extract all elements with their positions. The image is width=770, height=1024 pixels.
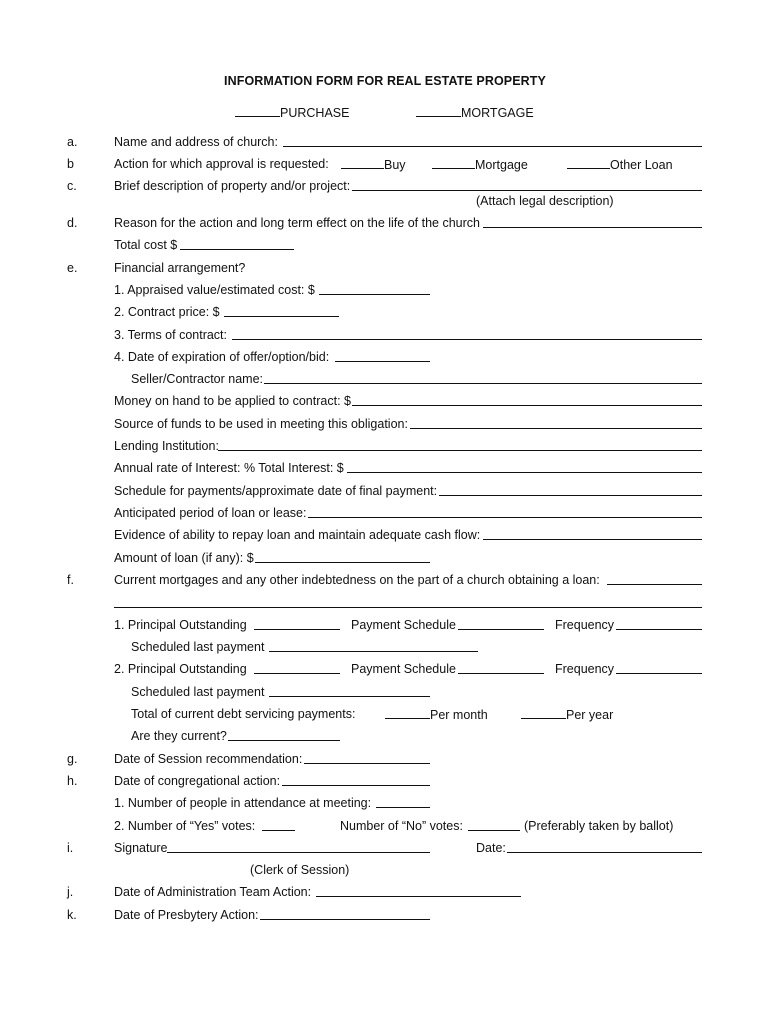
appraised-label: 1. Appraised value/estimated cost: $ [114, 283, 315, 297]
section-letter: g. [67, 752, 78, 766]
financial-label: Financial arrangement? [114, 261, 246, 275]
period-label: Anticipated period of loan or lease: [114, 506, 307, 520]
principal-1-row [114, 617, 714, 635]
congregational-label: Date of congregational action: [114, 774, 281, 788]
per-month-blank[interactable] [385, 706, 430, 719]
frequency-1-label: Frequency [555, 618, 615, 632]
money-row [114, 393, 714, 411]
attendance-label: 1. Number of people in attendance at meeting: [114, 796, 372, 810]
section-letter: f. [67, 573, 74, 587]
appraised-row [114, 282, 444, 300]
section-g [0, 751, 460, 769]
schedule-row [114, 483, 714, 501]
section-letter: c. [67, 179, 77, 193]
seller-row [131, 371, 711, 389]
evidence-field[interactable] [483, 527, 702, 540]
purchase-blank[interactable] [235, 104, 280, 117]
principal-2-label: 2. Principal Outstanding [114, 662, 247, 676]
lending-field[interactable] [218, 438, 702, 451]
frequency-1-field[interactable] [616, 617, 702, 630]
signature-field[interactable] [167, 840, 430, 853]
mortgage-blank[interactable] [416, 104, 461, 117]
yes-votes-field[interactable] [262, 818, 295, 831]
section-i [0, 840, 770, 858]
section-letter: i. [67, 841, 74, 855]
section-letter: k. [67, 908, 77, 922]
description-field[interactable] [352, 178, 702, 191]
per-year-label: Per year [566, 708, 614, 722]
evidence-label: Evidence of ability to repay loan and maintain adequate cash flow: [114, 528, 481, 542]
source-field[interactable] [410, 416, 702, 429]
expiration-label: 4. Date of expiration of offer/option/bid: [114, 350, 330, 364]
payment-schedule-1-field[interactable] [458, 617, 544, 630]
clerk-note: (Clerk of Session) [250, 863, 350, 877]
name-address-label: Name and address of church: [114, 135, 278, 149]
section-k [0, 907, 460, 925]
name-address-field[interactable] [283, 134, 702, 147]
header-options-row [0, 104, 770, 122]
no-votes-field[interactable] [468, 818, 520, 831]
section-letter: d. [67, 216, 78, 230]
session-field[interactable] [304, 751, 430, 764]
contract-price-label: 2. Contract price: $ [114, 305, 220, 319]
total-debt-row [131, 706, 651, 724]
source-row [114, 416, 714, 434]
section-c [0, 178, 770, 196]
purchase-label: PURCHASE [280, 106, 350, 120]
section-letter: j. [67, 885, 74, 899]
session-label: Date of Session recommendation: [114, 752, 303, 766]
principal-2-field[interactable] [254, 661, 340, 674]
section-letter: h. [67, 774, 78, 788]
current-label: Are they current? [131, 729, 227, 743]
principal-1-field[interactable] [254, 617, 340, 630]
annual-row [114, 460, 714, 478]
seller-label: Seller/Contractor name: [131, 372, 264, 386]
payment-schedule-2-label: Payment Schedule [351, 662, 456, 676]
lending-label: Lending Institution: [114, 439, 219, 453]
current-field[interactable] [228, 728, 340, 741]
principal-2-row [114, 661, 714, 679]
lending-row [114, 438, 714, 456]
section-b [0, 156, 770, 174]
expiration-row [114, 349, 444, 367]
votes-row [114, 818, 714, 836]
amount-row [114, 550, 444, 568]
period-row [114, 505, 714, 523]
scheduled-last-2-row [131, 684, 451, 702]
attendance-field[interactable] [376, 795, 430, 808]
action-label: Action for which approval is requested: [114, 157, 329, 171]
scheduled-last-1-field[interactable] [269, 639, 478, 652]
contract-price-field[interactable] [224, 304, 339, 317]
presbytery-field[interactable] [260, 907, 430, 920]
reason-field[interactable] [483, 215, 702, 228]
mortgage-option-blank[interactable] [432, 156, 475, 169]
frequency-2-label: Frequency [555, 662, 615, 676]
section-d [0, 215, 770, 233]
terms-field[interactable] [232, 327, 702, 340]
amount-field[interactable] [255, 550, 430, 563]
expiration-field[interactable] [335, 349, 430, 362]
section-letter: b [67, 157, 74, 171]
amount-label: Amount of loan (if any): $ [114, 551, 254, 565]
section-f [0, 572, 770, 590]
period-field[interactable] [308, 505, 702, 518]
schedule-field[interactable] [439, 483, 702, 496]
contract-price-row [114, 304, 374, 322]
congregational-field[interactable] [282, 773, 430, 786]
ballot-note: (Preferably taken by ballot) [524, 819, 674, 833]
payment-schedule-1-label: Payment Schedule [351, 618, 456, 632]
per-month-label: Per month [430, 708, 488, 722]
total-cost-label: Total cost $ [114, 238, 178, 252]
buy-label: Buy [384, 158, 406, 172]
appraised-field[interactable] [319, 282, 430, 295]
indebtedness-field-line2[interactable] [114, 595, 702, 608]
money-label: Money on hand to be applied to contract: $ [114, 394, 351, 408]
annual-label: Annual rate of Interest: % Total Interest: $ [114, 461, 344, 475]
indebtedness-field[interactable] [607, 572, 702, 585]
no-votes-label: Number of “No” votes: [340, 819, 463, 833]
frequency-2-field[interactable] [616, 661, 702, 674]
other-loan-blank[interactable] [567, 156, 610, 169]
section-letter: e. [67, 261, 78, 275]
form-title: INFORMATION FORM FOR REAL ESTATE PROPERTY [224, 74, 546, 88]
date-label: Date: [476, 841, 506, 855]
section-a [0, 134, 770, 152]
seller-field[interactable] [264, 371, 702, 384]
yes-votes-label: 2. Number of “Yes” votes: [114, 819, 256, 833]
scheduled-last-1-label: Scheduled last payment [131, 640, 265, 654]
annual-field[interactable] [347, 460, 702, 473]
total-cost-row [114, 237, 314, 255]
schedule-label: Schedule for payments/approximate date of final payment: [114, 484, 438, 498]
scheduled-last-2-field[interactable] [269, 684, 430, 697]
buy-blank[interactable] [341, 156, 384, 169]
attach-legal-note: (Attach legal description) [476, 194, 614, 208]
signature-label: Signature [114, 841, 168, 855]
source-label: Source of funds to be used in meeting this obligation: [114, 417, 408, 431]
section-e [0, 260, 770, 278]
section-letter: a. [67, 135, 78, 149]
current-row [131, 728, 361, 746]
terms-label: 3. Terms of contract: [114, 328, 228, 342]
presbytery-label: Date of Presbytery Action: [114, 908, 259, 922]
attendance-row [114, 795, 444, 813]
indebtedness-label: Current mortgages and any other indebtedness on the part of a church obtaining a loan: [114, 573, 600, 587]
payment-schedule-2-field[interactable] [458, 661, 544, 674]
admin-team-field[interactable] [316, 884, 521, 897]
mortgage-option-label: Mortgage [475, 158, 528, 172]
terms-row [114, 327, 714, 345]
other-loan-label: Other Loan [610, 158, 673, 172]
reason-label: Reason for the action and long term effect on the life of the church [114, 216, 480, 230]
per-year-blank[interactable] [521, 706, 566, 719]
total-cost-field[interactable] [180, 237, 294, 250]
description-label: Brief description of property and/or project: [114, 179, 351, 193]
mortgage-label: MORTGAGE [461, 106, 534, 120]
money-field[interactable] [352, 393, 702, 406]
principal-1-label: 1. Principal Outstanding [114, 618, 247, 632]
section-j [0, 884, 560, 902]
evidence-row [114, 527, 714, 545]
scheduled-last-1-row [131, 639, 491, 657]
section-h [0, 773, 460, 791]
date-field[interactable] [507, 840, 702, 853]
scheduled-last-2-label: Scheduled last payment [131, 685, 265, 699]
admin-team-label: Date of Administration Team Action: [114, 885, 312, 899]
total-debt-label: Total of current debt servicing payments: [131, 707, 356, 721]
